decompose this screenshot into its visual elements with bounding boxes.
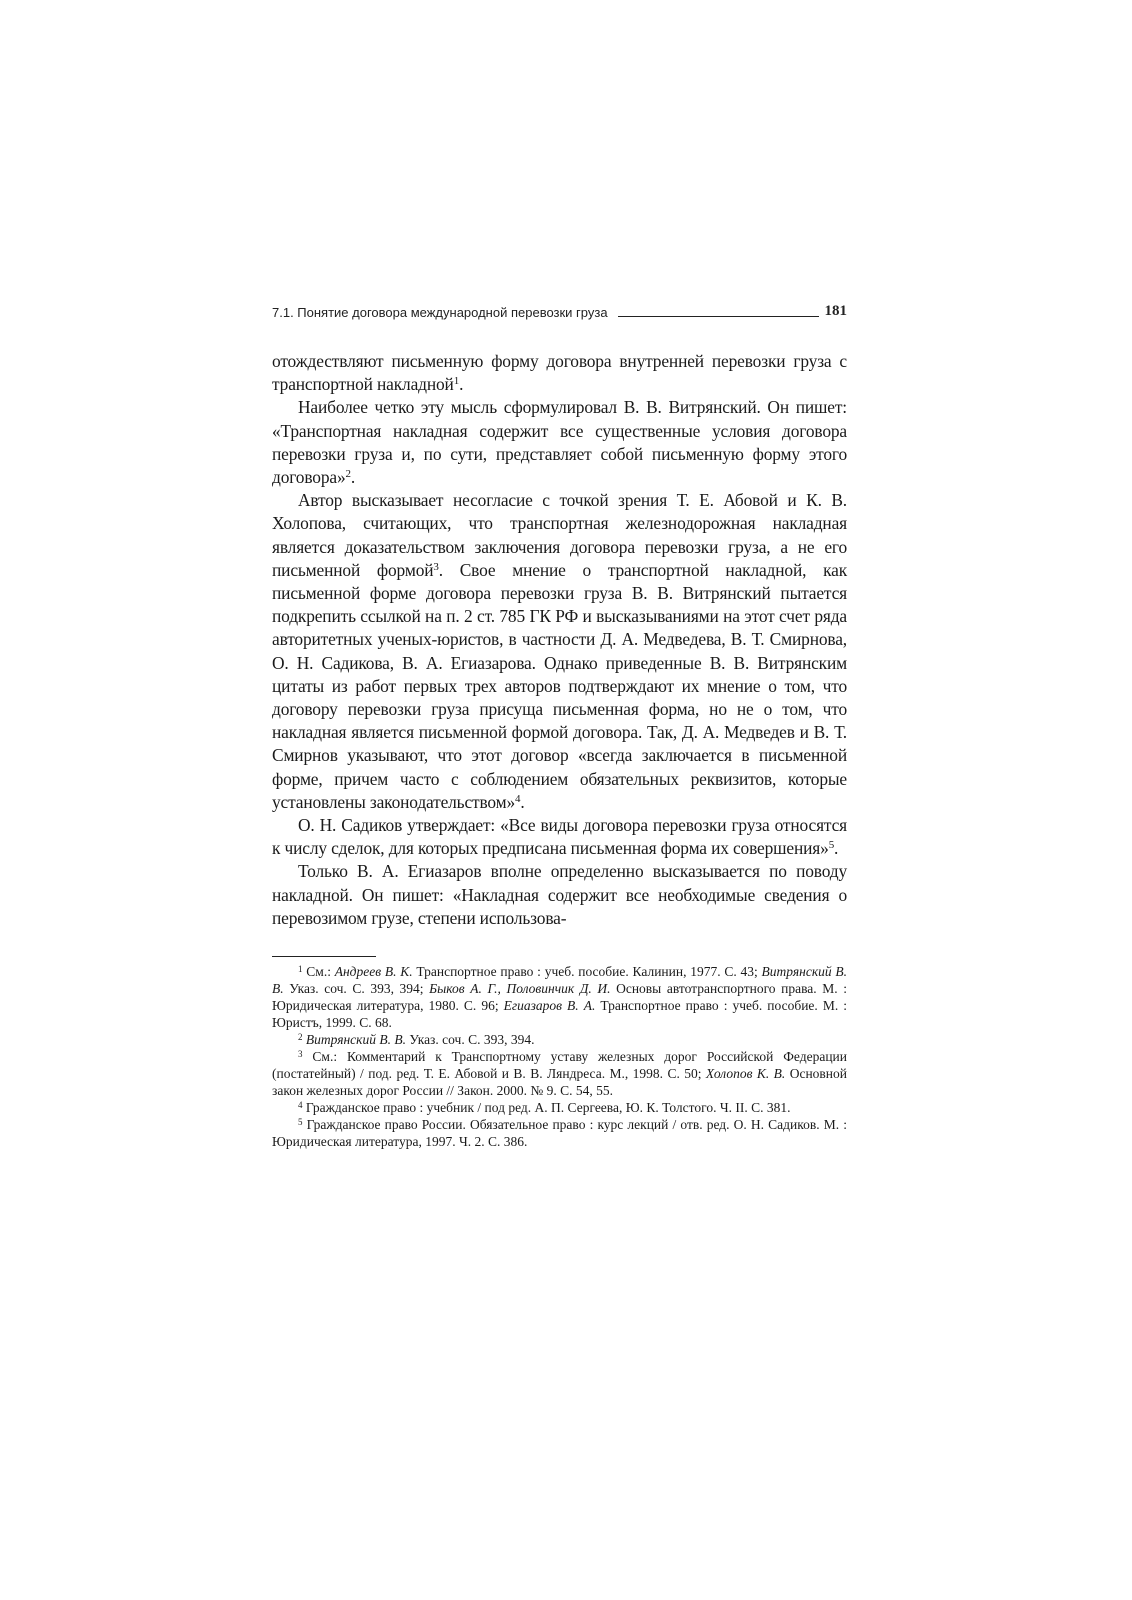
paragraph-2: Наиболее четко эту мысль сформулировал В. В. Витрянский. Он пишет: «Транспортная накладная содержит все существенные условия договора перевозки груза и, по сути, представляет собой письменную форму этого договора»$^2$. <box>272 397 847 488</box>
paragraph-3: Автор высказывает несогласие с точкой зрения Т. Е. Абовой и К. В. Холопова, считающих, что транспортная железнодорожная накладная является доказательством заключения договора перевозки груза, а не его письменной формой$^3$. Свое мнение о транспортной накладной, как письменной форме договора перевозки груза В. В. Витрянский пытается подкрепить ссылкой на п. 2 ст. 785 ГК РФ и высказываниями на этот счет ряда авторитетных ученых-юристов, в частности Д. А. Медведева, В. Т. Смирнова, О. Н. Садикова, В. А. Егиазарова. Однако приведенные В. В. Витрянским цитаты из работ первых трех авторов подтверждают их мнение о том, что договору перевозки груза присуща письменная форма, но не о том, что накладная является письменной формой договора. Так, Д. А. Медведев и В. Т. Смирнов указывают, что этот договор «всегда заключается в письменной форме, причем часто с соблюдением обязательных реквизитов, которые установлены законодательством»$^4$. <box>272 490 847 812</box>
footnote-ref-2: 2 <box>345 468 351 481</box>
footnote-2: $^2$ Витрянский В. В. Указ. соч. С. 393, 394. <box>298 1032 535 1048</box>
paragraph-1: отождествляют письменную форму договора внутренней перевозки груза с транспортной накладной$^1$. <box>272 351 847 395</box>
footnote-separator <box>272 956 376 957</box>
page-number: 181 <box>824 303 847 319</box>
body-text <box>272 350 847 930</box>
header-rule <box>618 316 819 317</box>
section-title: 7.1. Понятие договора международной перевозки груза <box>272 305 608 320</box>
paragraph-5: Только В. А. Егиазаров вполне определенно высказывается по поводу накладной. Он пишет: «Накладная содержит все необходимые сведения о перевозимом грузе, степени использова- <box>272 861 847 928</box>
footnote-ref-5: 5 <box>828 839 835 852</box>
footnote-1: $^1$ См.: Андреев В. К. Транспортное право : учеб. пособие. Калинин, 1977. С. 43; Витрянский В. В. Указ. соч. С. 393, 394; Быков А. Г., Половинчик Д. И. Основы автотранспортного права. М. : Юридическая литература, 1980. С. 96; Егиазаров В. А. Транспортное право : учеб. пособие. М. : Юристъ, 1999. С. 68. <box>272 964 848 1031</box>
footnote-ref-3: 3 <box>433 560 439 573</box>
book-page <box>272 300 847 1150</box>
footnote-ref-1: 1 <box>453 375 460 388</box>
paragraph-4: О. Н. Садиков утверждает: «Все виды договора перевозки груза относятся к числу сделок, для которых предписана письменная форма их совершения»$^5$. <box>272 815 847 859</box>
footnote-ref-4: 4 <box>515 792 521 805</box>
footnotes <box>272 963 847 1150</box>
footnote-4: $^4$ Гражданское право : учебник / под ред. А. П. Сергеева, Ю. К. Толстого. Ч. II. С. 381. <box>298 1100 791 1116</box>
running-header <box>272 300 847 320</box>
footnote-3: $^3$ См.: Комментарий к Транспортному уставу железных дорог Российской Федерации (постатейный) / под. ред. Т. Е. Абовой и В. В. Ляндреса. М., 1998. С. 50; Холопов К. В. Основной закон железных дорог России // Закон. 2000. № 9. С. 54, 55. <box>272 1049 847 1099</box>
footnote-5: $^5$ Гражданское право России. Обязательное право : курс лекций / отв. ред. О. Н. Садиков. М. : Юридическая литература, 1997. Ч. 2. С. 386. <box>272 1117 847 1150</box>
